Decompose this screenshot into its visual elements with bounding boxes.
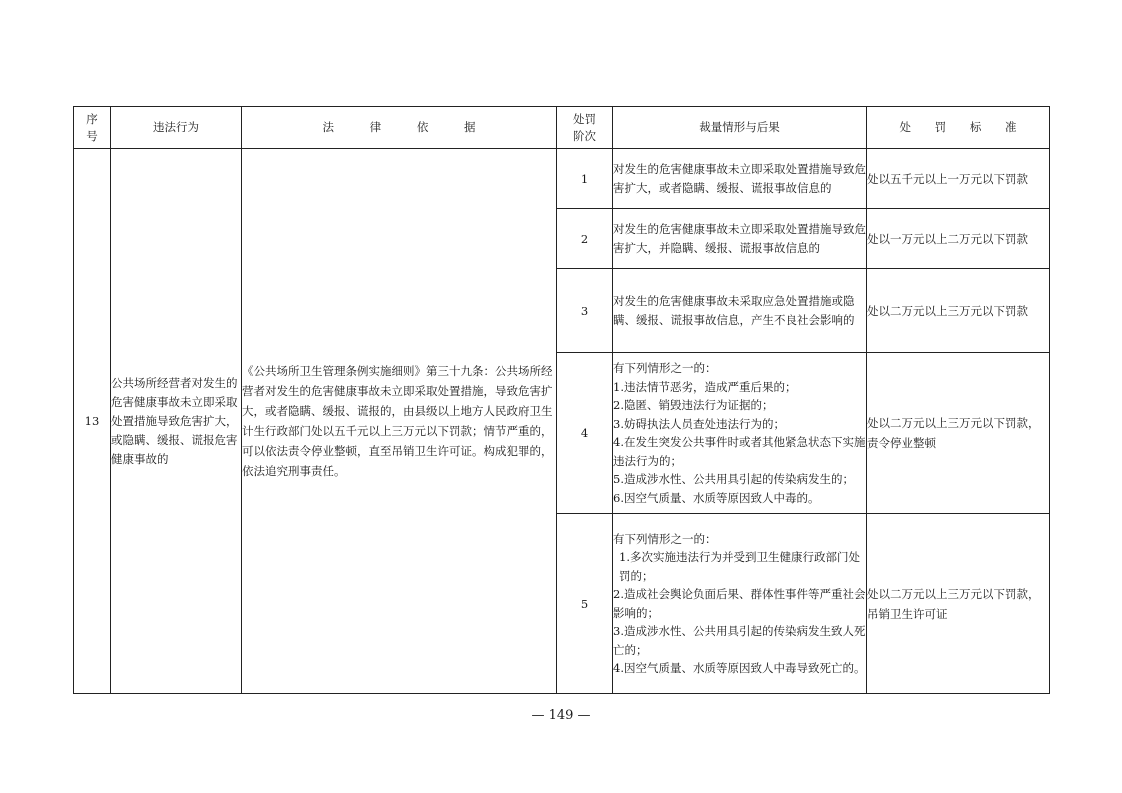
circumstance-item: 有下列情形之一的： bbox=[613, 361, 717, 375]
circumstance-item: 4.因空气质量、水质等原因致人中毒导致死亡的。 bbox=[613, 661, 866, 675]
penalty-level: 5 bbox=[557, 514, 613, 694]
circumstance-list bbox=[613, 353, 867, 514]
circumstance-item: 6.因空气质量、水质等原因致人中毒的。 bbox=[613, 490, 820, 505]
penalty-level: 4 bbox=[557, 353, 613, 514]
header-penalty-level: 处罚 阶次 bbox=[557, 107, 613, 149]
circumstance-item: 4.在发生突发公共事件时或者其他紧急状态下实施违法行为的； bbox=[613, 435, 866, 468]
legal-basis-text: 《公共场所卫生管理条例实施细则》第三十九条：公共场所经营者对发生的危害健康事故未立即采取处置措施，导致危害扩大，或者隐瞒、缓报、谎报的，由县级以上地方人民政府卫生计生行政部门处以五千元以上三万元以下罚款；情节严重的，可以依法责令停业整顿，直至吊销卫生许可证。构成犯罪的，依法追究刑事责任。 bbox=[242, 149, 557, 694]
header-seq: 序 号 bbox=[74, 107, 111, 149]
header-legal-basis: 法 律 依 据 bbox=[242, 107, 557, 149]
circumstance-item: 1.多次实施违法行为并受到卫生健康行政部门处罚的； bbox=[619, 550, 860, 583]
penalty-level: 2 bbox=[557, 209, 613, 269]
header-circumstance: 裁量情形与后果 bbox=[613, 107, 867, 149]
penalty-standard: 处以二万元以上三万元以下罚款 bbox=[867, 269, 1050, 353]
penalty-standard: 处以一万元以上二万元以下罚款 bbox=[867, 209, 1050, 269]
circumstance-item: 3.妨碍执法人员查处违法行为的； bbox=[613, 416, 785, 431]
circumstance-item: 5.造成涉水性、公共用具引起的传染病发生的； bbox=[613, 472, 854, 486]
penalty-level: 1 bbox=[557, 149, 613, 209]
penalty-standard: 处以二万元以上三万元以下罚款，吊销卫生许可证 bbox=[867, 514, 1050, 694]
header-violation: 违法行为 bbox=[111, 107, 242, 149]
circumstance-list bbox=[613, 514, 867, 694]
circumstance-item: 2.隐匿、销毁违法行为证据的； bbox=[613, 398, 774, 412]
table-header-row bbox=[74, 107, 1050, 149]
circumstance-item: 1.违法情节恶劣，造成严重后果的； bbox=[613, 379, 797, 394]
circumstance-text: 对发生的危害健康事故未立即采取处置措施导致危害扩大，或者隐瞒、缓报、谎报事故信息的 bbox=[613, 149, 867, 209]
table-row bbox=[74, 149, 1050, 209]
penalty-standard: 处以二万元以上三万元以下罚款，责令停业整顿 bbox=[867, 353, 1050, 514]
circumstance-item: 2.造成社会舆论负面后果、群体性事件等严重社会影响的； bbox=[613, 587, 866, 620]
penalty-standard: 处以五千元以上一万元以下罚款 bbox=[867, 149, 1050, 209]
penalty-table bbox=[73, 106, 1050, 694]
row-seq-number: 13 bbox=[74, 149, 111, 694]
circumstance-item: 3.造成涉水性、公共用具引起的传染病发生致人死亡的； bbox=[613, 624, 866, 657]
page-number: — 149 — bbox=[531, 708, 591, 723]
circumstance-text: 对发生的危害健康事故未立即采取处置措施导致危害扩大，并隐瞒、缓报、谎报事故信息的 bbox=[613, 209, 867, 269]
header-penalty-standard: 处 罚 标 准 bbox=[867, 107, 1050, 149]
violation-text: 公共场所经营者对发生的危害健康事故未立即采取处置措施导致危害扩大，或隐瞒、缓报、谎报危害健康事故的 bbox=[111, 149, 242, 694]
penalty-level: 3 bbox=[557, 269, 613, 353]
circumstance-item: 有下列情形之一的： bbox=[613, 531, 717, 546]
circumstance-text: 对发生的危害健康事故未采取应急处置措施或隐瞒、缓报、谎报事故信息，产生不良社会影响的 bbox=[613, 269, 867, 353]
